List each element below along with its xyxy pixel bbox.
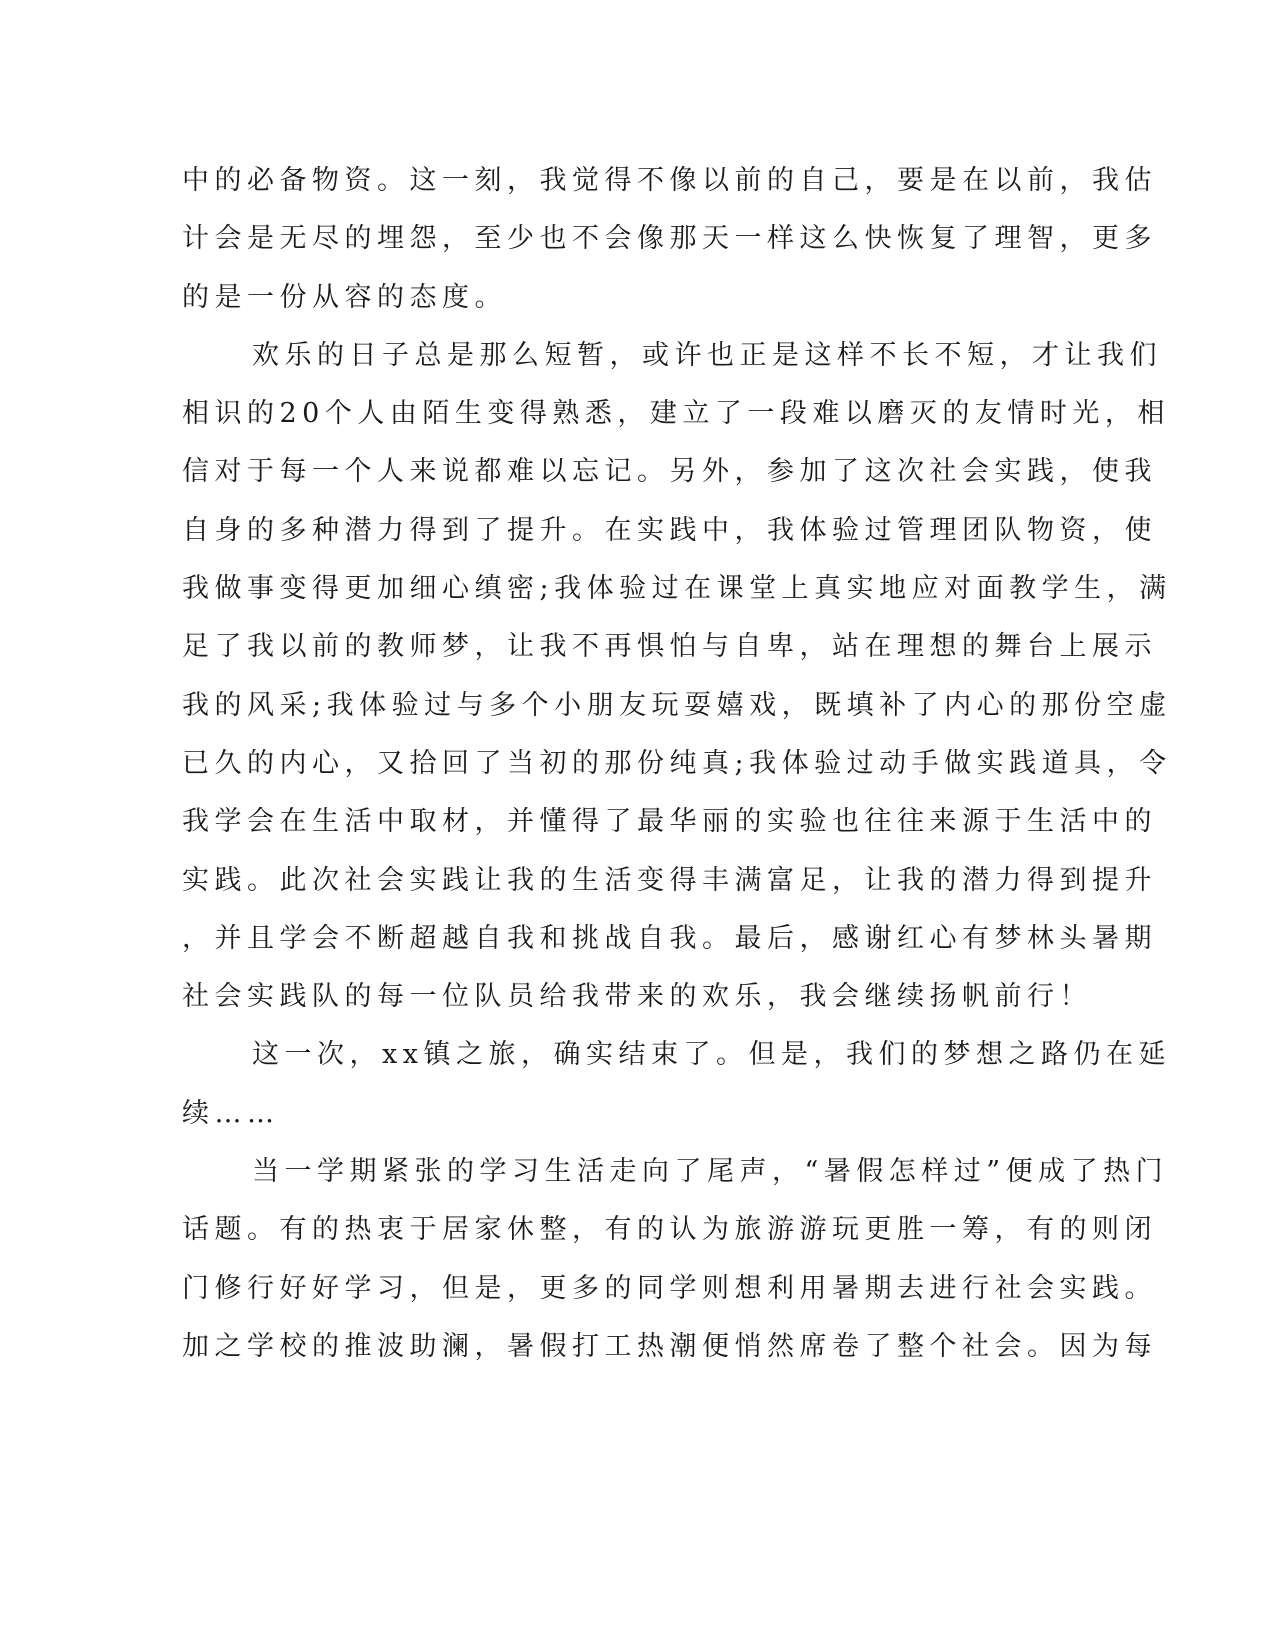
text-line: 已久的内心，又拾回了当初的那份纯真;我体验过动手做实践道具，令 xyxy=(182,747,1172,779)
text-line: 的是一份从容的态度。 xyxy=(182,281,507,313)
text-line: 足了我以前的教师梦，让我不再惧怕与自卑，站在理想的舞台上展示 xyxy=(182,631,1157,663)
text-line: 计会是无尽的埋怨，至少也不会像那天一样这么快恢复了理智，更多 xyxy=(182,223,1157,255)
text-line: 我学会在生活中取材，并懂得了最华丽的实验也往往来源于生活中的 xyxy=(182,806,1157,838)
text-line: 社会实践队的每一位队员给我带来的欢乐，我会继续扬帆前行！ xyxy=(182,981,1092,1013)
text-line: 话题。有的热衷于居家休整，有的认为旅游游玩更胜一筹，有的则闭 xyxy=(182,1214,1157,1246)
text-line: 当一学期紧张的学习生活走向了尾声，“暑假怎样过”便成了热门 xyxy=(252,1156,1169,1188)
text-line: 中的必备物资。这一刻，我觉得不像以前的自己，要是在以前，我估 xyxy=(182,165,1157,196)
text-line: 信对于每一个人来说都难以忘记。另外，参加了这次社会实践，使我 xyxy=(182,456,1157,488)
text-line: 相识的20个人由陌生变得熟悉，建立了一段难以磨灭的友情时光，相 xyxy=(182,398,1170,430)
text-line: 欢乐的日子总是那么短暂，或许也正是这样不长不短，才让我们 xyxy=(252,339,1162,371)
text-line: 这一次，xx镇之旅，确实结束了。但是，我们的梦想之路仍在延 xyxy=(252,1039,1171,1071)
text-line: 实践。此次社会实践让我的生活变得丰满富足，让我的潜力得到提升 xyxy=(182,864,1157,896)
text-line: 门修行好好学习，但是，更多的同学则想利用暑期去进行社会实践。 xyxy=(182,1272,1157,1304)
text-line: 续…… xyxy=(182,1097,280,1129)
text-line: ，并且学会不断超越自我和挑战自我。最后，感谢红心有梦林头暑期 xyxy=(182,922,1157,954)
document-body xyxy=(182,152,1172,1376)
text-line: 自身的多种潜力得到了提升。在实践中，我体验过管理团队物资，使 xyxy=(182,514,1157,546)
text-line: 我的风采;我体验过与多个小朋友玩耍嬉戏，既填补了内心的那份空虚 xyxy=(182,689,1172,721)
text-line: 加之学校的推波助澜，暑假打工热潮便悄然席卷了整个社会。因为每 xyxy=(182,1330,1157,1362)
text-line: 我做事变得更加细心缜密;我体验过在课堂上真实地应对面教学生，满 xyxy=(182,573,1172,605)
